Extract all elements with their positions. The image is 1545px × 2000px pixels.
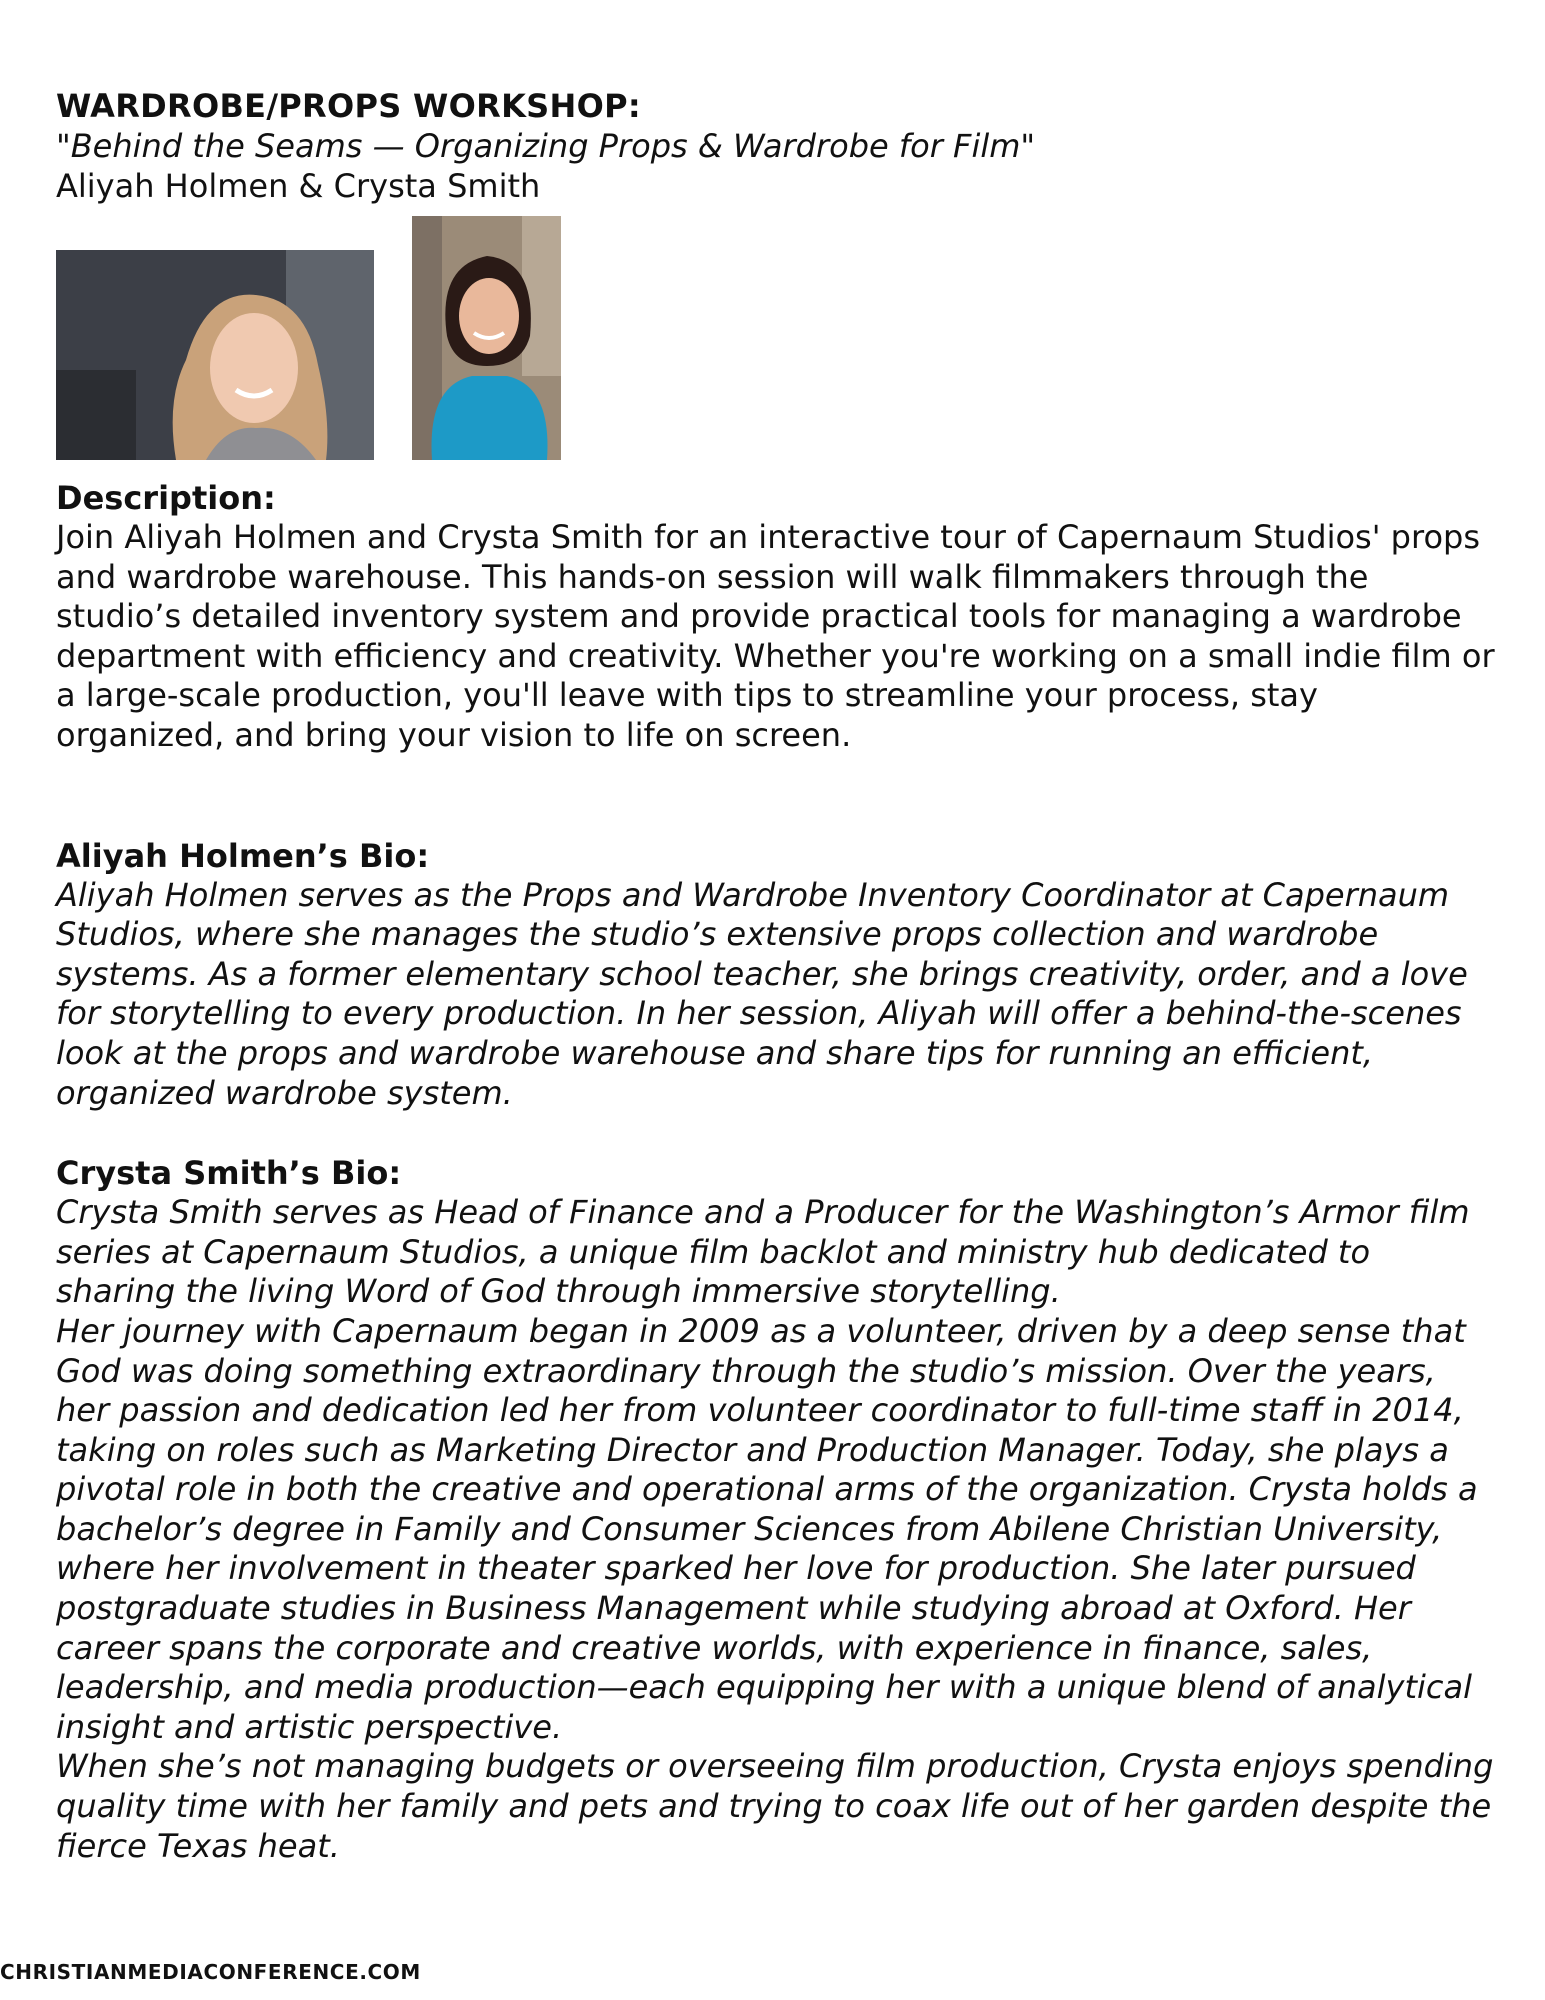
- crysta-bio-paragraph: Her journey with Capernaum began in 2009 as a volunteer, driven by a deep sense that God was doing something extraordinary through the studio’s mission. Over the years, her passion and dedication led her from volunteer coordinator to full-time staff in 2014, taking on roles such as Marketing Director and Production Manager. Today, she plays a pivotal role in both the creative and operational arms of the organization. Crysta holds a bachelor’s degree in Family and Consumer Sciences from Abilene Christian University, where her involvement in theater sparked her love for production. She later pursued postgraduate studies in Business Management while studying abroad at Oxford. Her career spans the corporate and creative worlds, with experience in finance, sales, leadership, and media production—each equipping her with a unique blend of analytical insight and artistic perspective.: [56, 1311, 1478, 1746]
- footer-url: CHRISTIANMEDIACONFERENCE.COM: [0, 1960, 421, 1984]
- crysta-bio-heading: Crysta Smith’s Bio:: [56, 1154, 402, 1193]
- aliyah-bio-heading: Aliyah Holmen’s Bio:: [56, 836, 430, 875]
- workshop-title: WARDROBE/PROPS WORKSHOP:: [56, 87, 641, 125]
- aliyah-bio-text: Aliyah Holmen serves as the Props and Wardrobe Inventory Coordinator at Capernaum Studios, where she manages the studio’s extensive props collection and wardrobe systems. As a former elementary school teacher, she brings creativity, order, and a love for storytelling to every production. In her session, Aliyah will offer a behind-the-scenes look at the props and wardrobe warehouse and share tips for running an efficient, organized wardrobe system.: [56, 875, 1468, 1112]
- presenter-photos: [56, 216, 1496, 462]
- description-heading: Description:: [56, 479, 276, 517]
- crysta-bio-paragraph: Crysta Smith serves as Head of Finance and a Producer for the Washington’s Armor film series at Capernaum Studios, a unique film backlot and ministry hub dedicated to sharing the living Word of God through immersive storytelling.: [56, 1193, 1470, 1311]
- workshop-page: [56, 86, 1496, 1866]
- aliyah-holmen-photo: [56, 250, 374, 460]
- crysta-bio-paragraph: When she’s not managing budgets or overseeing film production, Crysta enjoys spending quality time with her family and pets and trying to coax life out of her garden despite the fierce Texas heat.: [56, 1747, 1494, 1865]
- workshop-subtitle: "Behind the Seams — Organizing Props & Wardrobe for Film": [56, 127, 1036, 165]
- description-text: Join Aliyah Holmen and Crysta Smith for an interactive tour of Capernaum Studios' props and wardrobe warehouse. This hands-on session will walk filmmakers through the studio’s detailed inventory system and provide practical tools for managing a wardrobe department with efficiency and creativity. Whether you're working on a small indie film or a large-scale production, you'll leave with tips to streamline your process, stay organized, and bring your vision to life on screen.: [56, 518, 1495, 754]
- crysta-smith-photo: [412, 216, 561, 460]
- aliyah-bio-section: [56, 836, 1496, 1114]
- description-section: [56, 478, 1496, 756]
- presenter-names: Aliyah Holmen & Crysta Smith: [56, 167, 541, 205]
- crysta-bio-section: [56, 1153, 1496, 1866]
